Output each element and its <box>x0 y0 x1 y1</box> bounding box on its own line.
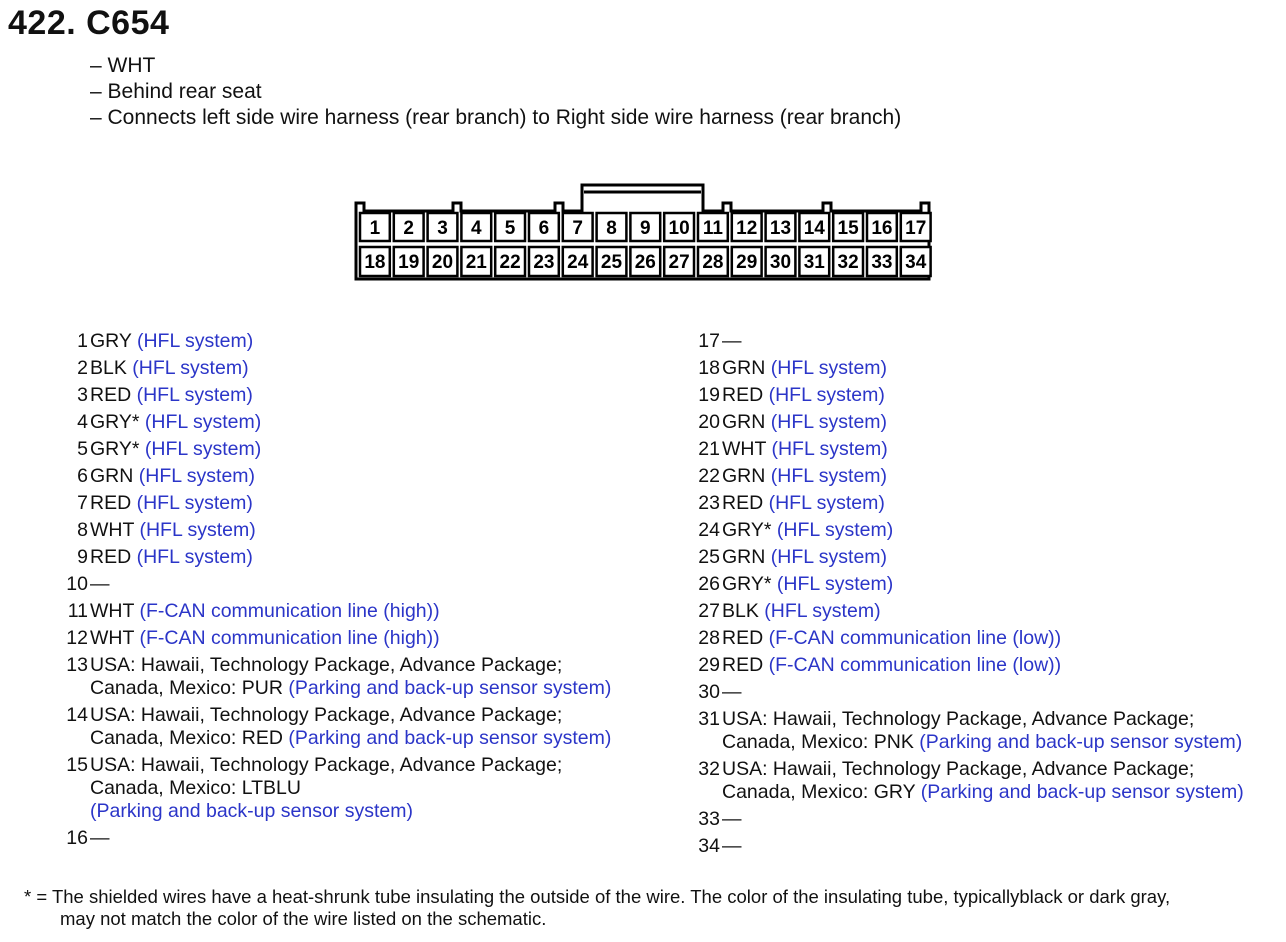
pin-system: (HFL system) <box>771 438 888 460</box>
pin-number: 8 <box>77 519 88 541</box>
connector-diagram <box>0 0 1286 300</box>
pin-number: 30 <box>698 681 720 703</box>
pin-description <box>722 519 893 542</box>
footnote-line-2: may not match the color of the wire listed on the schematic. <box>60 908 547 929</box>
cavity-label: 21 <box>465 252 487 273</box>
pin-system: (HFL system) <box>136 492 253 514</box>
pin-description <box>90 357 249 380</box>
pin-number: 32 <box>698 758 720 780</box>
pin-description <box>90 627 440 650</box>
pin-system: (HFL system) <box>136 546 253 568</box>
pin-system: (F-CAN communication line (high)) <box>139 600 440 622</box>
cavity-label: 31 <box>803 252 825 273</box>
cavity-label: 6 <box>538 218 550 239</box>
pin-system: (HFL system) <box>768 384 885 406</box>
pin-variant-line: USA: Hawaii, Technology Package, Advance Package; <box>90 754 563 776</box>
pin-system: (Parking and back-up sensor system) <box>288 677 612 699</box>
pin-description <box>90 330 253 353</box>
cavity-label: 16 <box>871 218 893 239</box>
pin-description <box>722 357 887 380</box>
pin-description <box>722 465 887 488</box>
pin-wire-color: BLK <box>90 357 127 379</box>
cavity-label: 24 <box>567 252 589 273</box>
pin-system: (HFL system) <box>770 465 888 487</box>
cavity-label: 27 <box>668 252 690 273</box>
pin-number: 25 <box>698 546 720 568</box>
cavity-label: 3 <box>437 218 448 239</box>
pin-description <box>90 546 253 569</box>
cavity-label: 23 <box>533 252 555 273</box>
pin-number: 22 <box>698 465 720 487</box>
pin-description <box>90 600 440 623</box>
pin-system: (Parking and back-up sensor system) <box>919 731 1243 753</box>
pin-description <box>90 384 253 407</box>
cavity-label: 33 <box>871 252 893 273</box>
pin-system: (F-CAN communication line (high)) <box>139 627 440 649</box>
pin-description <box>722 546 887 569</box>
pin-number: 31 <box>698 708 720 730</box>
pin-system: (F-CAN communication line (low)) <box>768 627 1062 649</box>
pin-system: (Parking and back-up sensor system) <box>920 781 1244 803</box>
cavity-label: 7 <box>572 218 583 239</box>
pin-wire-color: GRY <box>90 330 132 352</box>
pin-description <box>722 708 1242 754</box>
pin-wire-color: WHT <box>90 519 135 541</box>
cavity-label: 19 <box>398 252 420 273</box>
pin-wire-color: GRN <box>90 465 134 487</box>
cavity-label: 2 <box>403 218 414 239</box>
pin-description <box>722 492 885 515</box>
pin-wire-color: GRY* <box>90 411 140 433</box>
pin-number: 26 <box>698 573 720 595</box>
pin-description <box>722 438 888 461</box>
pin-wire-color: BLK <box>722 600 759 622</box>
pin-variant-line: USA: Hawaii, Technology Package, Advance Package; <box>90 654 563 676</box>
pin-system: (HFL system) <box>776 573 894 595</box>
pin-wire-color: — <box>90 573 110 595</box>
cavity-label: 30 <box>769 252 792 273</box>
pin-system: (HFL system) <box>770 411 888 433</box>
pin-wire-color: RED <box>90 546 132 568</box>
pin-number: 23 <box>698 492 720 514</box>
pin-number: 33 <box>698 808 720 830</box>
pin-description <box>722 808 742 831</box>
pin-variant-line: USA: Hawaii, Technology Package, Advance Package; <box>722 758 1195 780</box>
pin-wire-color: WHT <box>722 438 767 460</box>
pin-description <box>722 600 881 623</box>
cavity-label: 34 <box>905 252 927 273</box>
pin-wire-color: RED <box>722 654 764 676</box>
pin-description <box>90 492 253 515</box>
pin-number: 2 <box>77 357 88 379</box>
cavity-label: 28 <box>702 252 724 273</box>
pin-number: 17 <box>698 330 720 352</box>
cavity-label: 15 <box>837 218 859 239</box>
footnote <box>24 886 1170 930</box>
connector-location: – Behind rear seat <box>90 80 262 103</box>
cavity-label: 1 <box>369 218 381 239</box>
pin-number: 16 <box>66 827 88 849</box>
pin-description <box>90 519 256 542</box>
pin-description <box>722 627 1061 650</box>
pin-wire-color: GRN <box>722 357 766 379</box>
pin-wire-color: GRN <box>722 465 766 487</box>
connector-cavities <box>360 213 931 276</box>
pin-description <box>90 654 611 700</box>
cavity-label: 26 <box>634 252 656 273</box>
pin-wire-color: Canada, Mexico: GRY <box>722 781 916 803</box>
cavity-label: 17 <box>905 218 927 239</box>
pin-wire-color: RED <box>722 492 764 514</box>
pin-description <box>90 573 110 596</box>
pin-wire-color: RED <box>722 627 764 649</box>
pin-wire-color: GRN <box>722 411 766 433</box>
connector-connects: – Connects left side wire harness (rear branch) to Right side wire harness (rear branch) <box>90 106 902 129</box>
pin-number: 4 <box>77 411 88 433</box>
cavity-label: 14 <box>803 218 825 239</box>
pin-number: 18 <box>698 357 720 379</box>
pin-description <box>90 438 261 461</box>
cavity-label: 18 <box>364 252 386 273</box>
pin-number: 21 <box>698 438 720 460</box>
pin-system: (HFL system) <box>132 357 249 379</box>
pin-number: 20 <box>698 411 720 433</box>
cavity-label: 8 <box>606 218 617 239</box>
cavity-label: 32 <box>837 252 859 273</box>
pin-wire-color: RED <box>90 384 132 406</box>
pin-system: (HFL system) <box>136 384 253 406</box>
pin-description <box>90 754 562 823</box>
cavity-label: 29 <box>736 252 758 273</box>
pin-description <box>90 704 611 750</box>
pin-system: (HFL system) <box>770 546 888 568</box>
pin-number: 14 <box>66 704 88 726</box>
pin-wire-color: Canada, Mexico: LTBLU <box>90 777 301 799</box>
cavity-label: 9 <box>640 218 651 239</box>
pin-wire-color: Canada, Mexico: PNK <box>722 731 914 753</box>
pin-wire-color: WHT <box>90 600 135 622</box>
pin-description <box>722 835 742 858</box>
pin-number: 7 <box>77 492 88 514</box>
pin-number: 28 <box>698 627 720 649</box>
pin-wire-color: GRY* <box>722 519 772 541</box>
pin-number: 6 <box>77 465 88 487</box>
pin-number: 1 <box>77 330 88 352</box>
pin-wire-color: RED <box>90 492 132 514</box>
cavity-label: 25 <box>600 252 623 273</box>
pin-wire-color: — <box>722 681 742 703</box>
pin-variant-line: USA: Hawaii, Technology Package, Advance Package; <box>722 708 1195 730</box>
pin-number: 29 <box>698 654 720 676</box>
pin-number: 12 <box>66 627 88 649</box>
pin-description <box>90 411 261 434</box>
cavity-label: 10 <box>668 218 690 239</box>
pin-number: 5 <box>77 438 88 460</box>
pin-wire-color: — <box>722 835 742 857</box>
pin-wire-color: — <box>722 330 742 352</box>
cavity-label: 11 <box>702 218 723 239</box>
pin-number: 27 <box>698 600 720 622</box>
pin-number: 19 <box>698 384 720 406</box>
pin-wire-color: — <box>90 827 110 849</box>
pin-wire-color: GRY* <box>90 438 140 460</box>
cavity-label: 4 <box>471 218 482 239</box>
pin-system: (Parking and back-up sensor system) <box>90 800 413 822</box>
cavity-label: 12 <box>736 218 758 239</box>
pin-wire-color: GRY* <box>722 573 772 595</box>
pin-system: (HFL system) <box>138 465 256 487</box>
pin-wire-color: GRN <box>722 546 766 568</box>
cavity-label: 20 <box>431 252 454 273</box>
pin-description <box>722 573 893 596</box>
pin-description <box>722 758 1244 804</box>
pin-description <box>90 465 255 488</box>
pin-description <box>722 384 885 407</box>
pin-system: (HFL system) <box>770 357 888 379</box>
pin-system: (F-CAN communication line (low)) <box>768 654 1062 676</box>
connector-color: – WHT <box>90 54 156 77</box>
pin-system: (Parking and back-up sensor system) <box>288 727 612 749</box>
pin-description <box>722 681 742 704</box>
pin-number: 13 <box>66 654 88 676</box>
pin-description <box>722 330 742 353</box>
pin-wire-color: Canada, Mexico: RED <box>90 727 283 749</box>
pin-number: 34 <box>698 835 720 857</box>
pin-system: (HFL system) <box>764 600 881 622</box>
pin-system: (HFL system) <box>136 330 254 352</box>
pin-number: 9 <box>77 546 88 568</box>
pin-number: 3 <box>77 384 88 406</box>
pin-description <box>722 654 1061 677</box>
pin-wire-color: WHT <box>90 627 135 649</box>
cavity-label: 22 <box>499 252 521 273</box>
footnote-line-1: * = The shielded wires have a heat-shrunk tube insulating the outside of the wire. The color of the insulating tube, typicallyblack or dark gray, <box>24 886 1171 907</box>
pin-variant-line: USA: Hawaii, Technology Package, Advance Package; <box>90 704 563 726</box>
pin-number: 10 <box>66 573 88 595</box>
pin-wire-color: — <box>722 808 742 830</box>
pin-system: (HFL system) <box>144 438 262 460</box>
pin-number: 24 <box>698 519 720 541</box>
pin-description <box>722 411 887 434</box>
pin-wire-color: RED <box>722 384 764 406</box>
pin-number: 15 <box>66 754 88 776</box>
cavity-label: 5 <box>504 218 516 239</box>
pin-system: (HFL system) <box>768 492 885 514</box>
pin-number: 11 <box>67 600 88 622</box>
pin-system: (HFL system) <box>139 519 256 541</box>
pin-system: (HFL system) <box>776 519 894 541</box>
page-title: 422. C654 <box>8 4 170 42</box>
pin-description <box>90 827 110 850</box>
pin-system: (HFL system) <box>144 411 262 433</box>
cavity-label: 13 <box>769 218 792 239</box>
pin-wire-color: Canada, Mexico: PUR <box>90 677 283 699</box>
